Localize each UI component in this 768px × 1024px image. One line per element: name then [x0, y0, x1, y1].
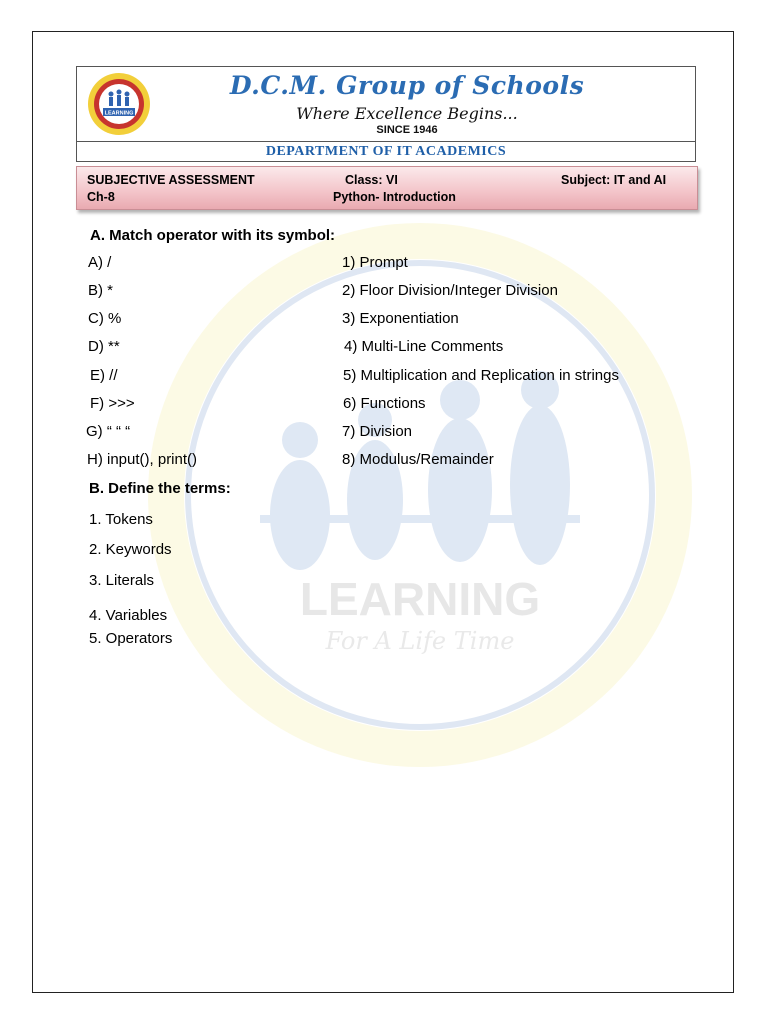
- watermark-motto: For A Life Time: [325, 627, 515, 655]
- term-item: 5. Operators: [89, 630, 173, 647]
- meaning-item: 7) Division: [342, 423, 413, 440]
- operator-item: C) %: [88, 310, 122, 327]
- meaning-item: 2) Floor Division/Integer Division: [342, 282, 558, 299]
- since-year: SINCE 1946: [376, 124, 438, 136]
- operator-item: G) “ “ “: [86, 423, 131, 440]
- assessment-type: SUBJECTIVE ASSESSMENT: [87, 173, 255, 187]
- section-a-heading: A. Match operator with its symbol:: [90, 227, 336, 244]
- school-tagline: Where Excellence Begins...: [296, 104, 518, 123]
- operator-item: E) //: [90, 367, 118, 384]
- section-b-heading: B. Define the terms:: [89, 480, 231, 497]
- operator-item: F) >>>: [90, 395, 135, 412]
- topic-label: Python- Introduction: [333, 190, 456, 204]
- logo-text: LEARNING: [104, 110, 134, 117]
- term-item: 1. Tokens: [89, 511, 153, 528]
- meaning-item: 3) Exponentiation: [342, 310, 459, 327]
- operator-item: D) **: [88, 338, 120, 355]
- meaning-item: 1) Prompt: [342, 254, 408, 271]
- department-title: DEPARTMENT OF IT ACADEMICS: [265, 144, 507, 159]
- operator-item: H) input(), print(): [87, 451, 198, 468]
- term-item: 2. Keywords: [89, 541, 172, 558]
- subject-label: Subject: IT and AI: [561, 173, 667, 187]
- term-item: 3. Literals: [89, 572, 155, 589]
- meaning-item: 5) Multiplication and Replication in strings: [343, 367, 619, 384]
- meaning-item: 8) Modulus/Remainder: [342, 451, 494, 468]
- chapter-label: Ch-8: [87, 190, 115, 204]
- meaning-item: 4) Multi-Line Comments: [344, 338, 504, 355]
- term-item: 4. Variables: [89, 607, 168, 624]
- operator-item: B) *: [88, 282, 114, 299]
- operator-item: A) /: [88, 254, 112, 271]
- meaning-item: 6) Functions: [343, 395, 426, 412]
- watermark-word: LEARNING: [299, 573, 541, 625]
- class-label: Class: VI: [345, 173, 398, 187]
- school-name: D.C.M. Group of Schools: [229, 71, 585, 100]
